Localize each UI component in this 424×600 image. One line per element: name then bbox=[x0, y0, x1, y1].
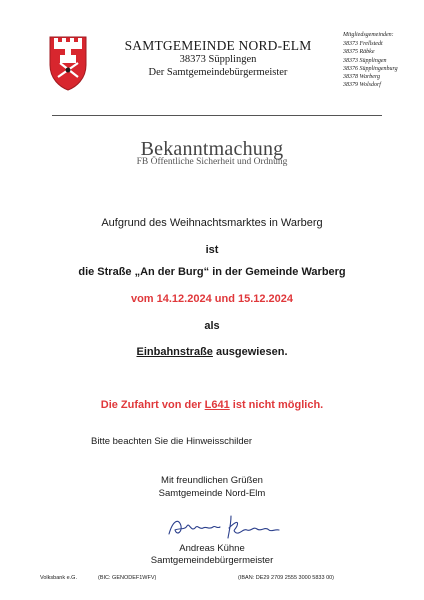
notice-dates: vom 14.12.2024 und 15.12.2024 bbox=[130, 293, 294, 305]
header-divider bbox=[52, 115, 382, 116]
access-suffix: ist nicht möglich. bbox=[229, 399, 324, 411]
footer-iban: (IBAN: DE29 2709 2555 3000 5833 00) bbox=[238, 575, 335, 581]
oneway-rest: ausgewiesen. bbox=[212, 346, 288, 358]
member-item: 38373 Süpplingen bbox=[343, 57, 387, 64]
member-municipalities bbox=[343, 31, 421, 89]
members-heading: Mitgliedsgemeinden: bbox=[343, 32, 394, 38]
footer-bank: Volksbank e.G. bbox=[40, 575, 77, 581]
access-road: L641 bbox=[204, 399, 230, 411]
oneway-word: Einbahnstraße bbox=[136, 346, 213, 358]
signature bbox=[165, 512, 285, 542]
member-item: 38379 Wolsdorf bbox=[343, 82, 381, 89]
coat-of-arms-icon bbox=[48, 35, 88, 91]
signer-name: Andreas Kühne bbox=[179, 543, 245, 554]
org-zip-city: 38373 Süpplingen bbox=[179, 54, 257, 65]
footer-bic: (BIC: GENODEF1WFV) bbox=[98, 575, 157, 581]
notice-access bbox=[0, 399, 424, 411]
notice-als: als bbox=[204, 320, 220, 332]
notice-hint: Bitte beachten Sie die Hinweisschilder bbox=[91, 436, 253, 447]
notice-intro: Aufgrund des Weihnachtsmarktes in Warberg bbox=[101, 217, 323, 229]
notice-street: die Straße „An der Burg“ in der Gemeinde Warberg bbox=[78, 266, 346, 278]
org-office: Der Samtgemeindebürgermeister bbox=[148, 67, 288, 78]
member-item: 38373 Frellstedt bbox=[343, 41, 383, 48]
member-item: 38375 Räbke bbox=[343, 49, 375, 56]
notice-subtitle: FB Öffentliche Sicherheit und Ordnung bbox=[136, 157, 288, 167]
closing-org: Samtgemeinde Nord-Elm bbox=[158, 488, 266, 499]
org-name: SAMTGEMEINDE NORD-ELM bbox=[124, 38, 312, 53]
access-prefix: Die Zufahrt von der bbox=[100, 399, 205, 411]
member-item: 38376 Süpplingenburg bbox=[343, 65, 398, 72]
notice-title: Bekanntmachung bbox=[140, 138, 284, 160]
notice-ist: ist bbox=[205, 244, 219, 256]
signer-role: Samtgemeindebürgermeister bbox=[150, 555, 274, 566]
member-item: 38378 Warberg bbox=[343, 74, 381, 81]
closing-greeting: Mit freundlichen Grüßen bbox=[161, 475, 263, 486]
notice-oneway bbox=[0, 346, 424, 358]
